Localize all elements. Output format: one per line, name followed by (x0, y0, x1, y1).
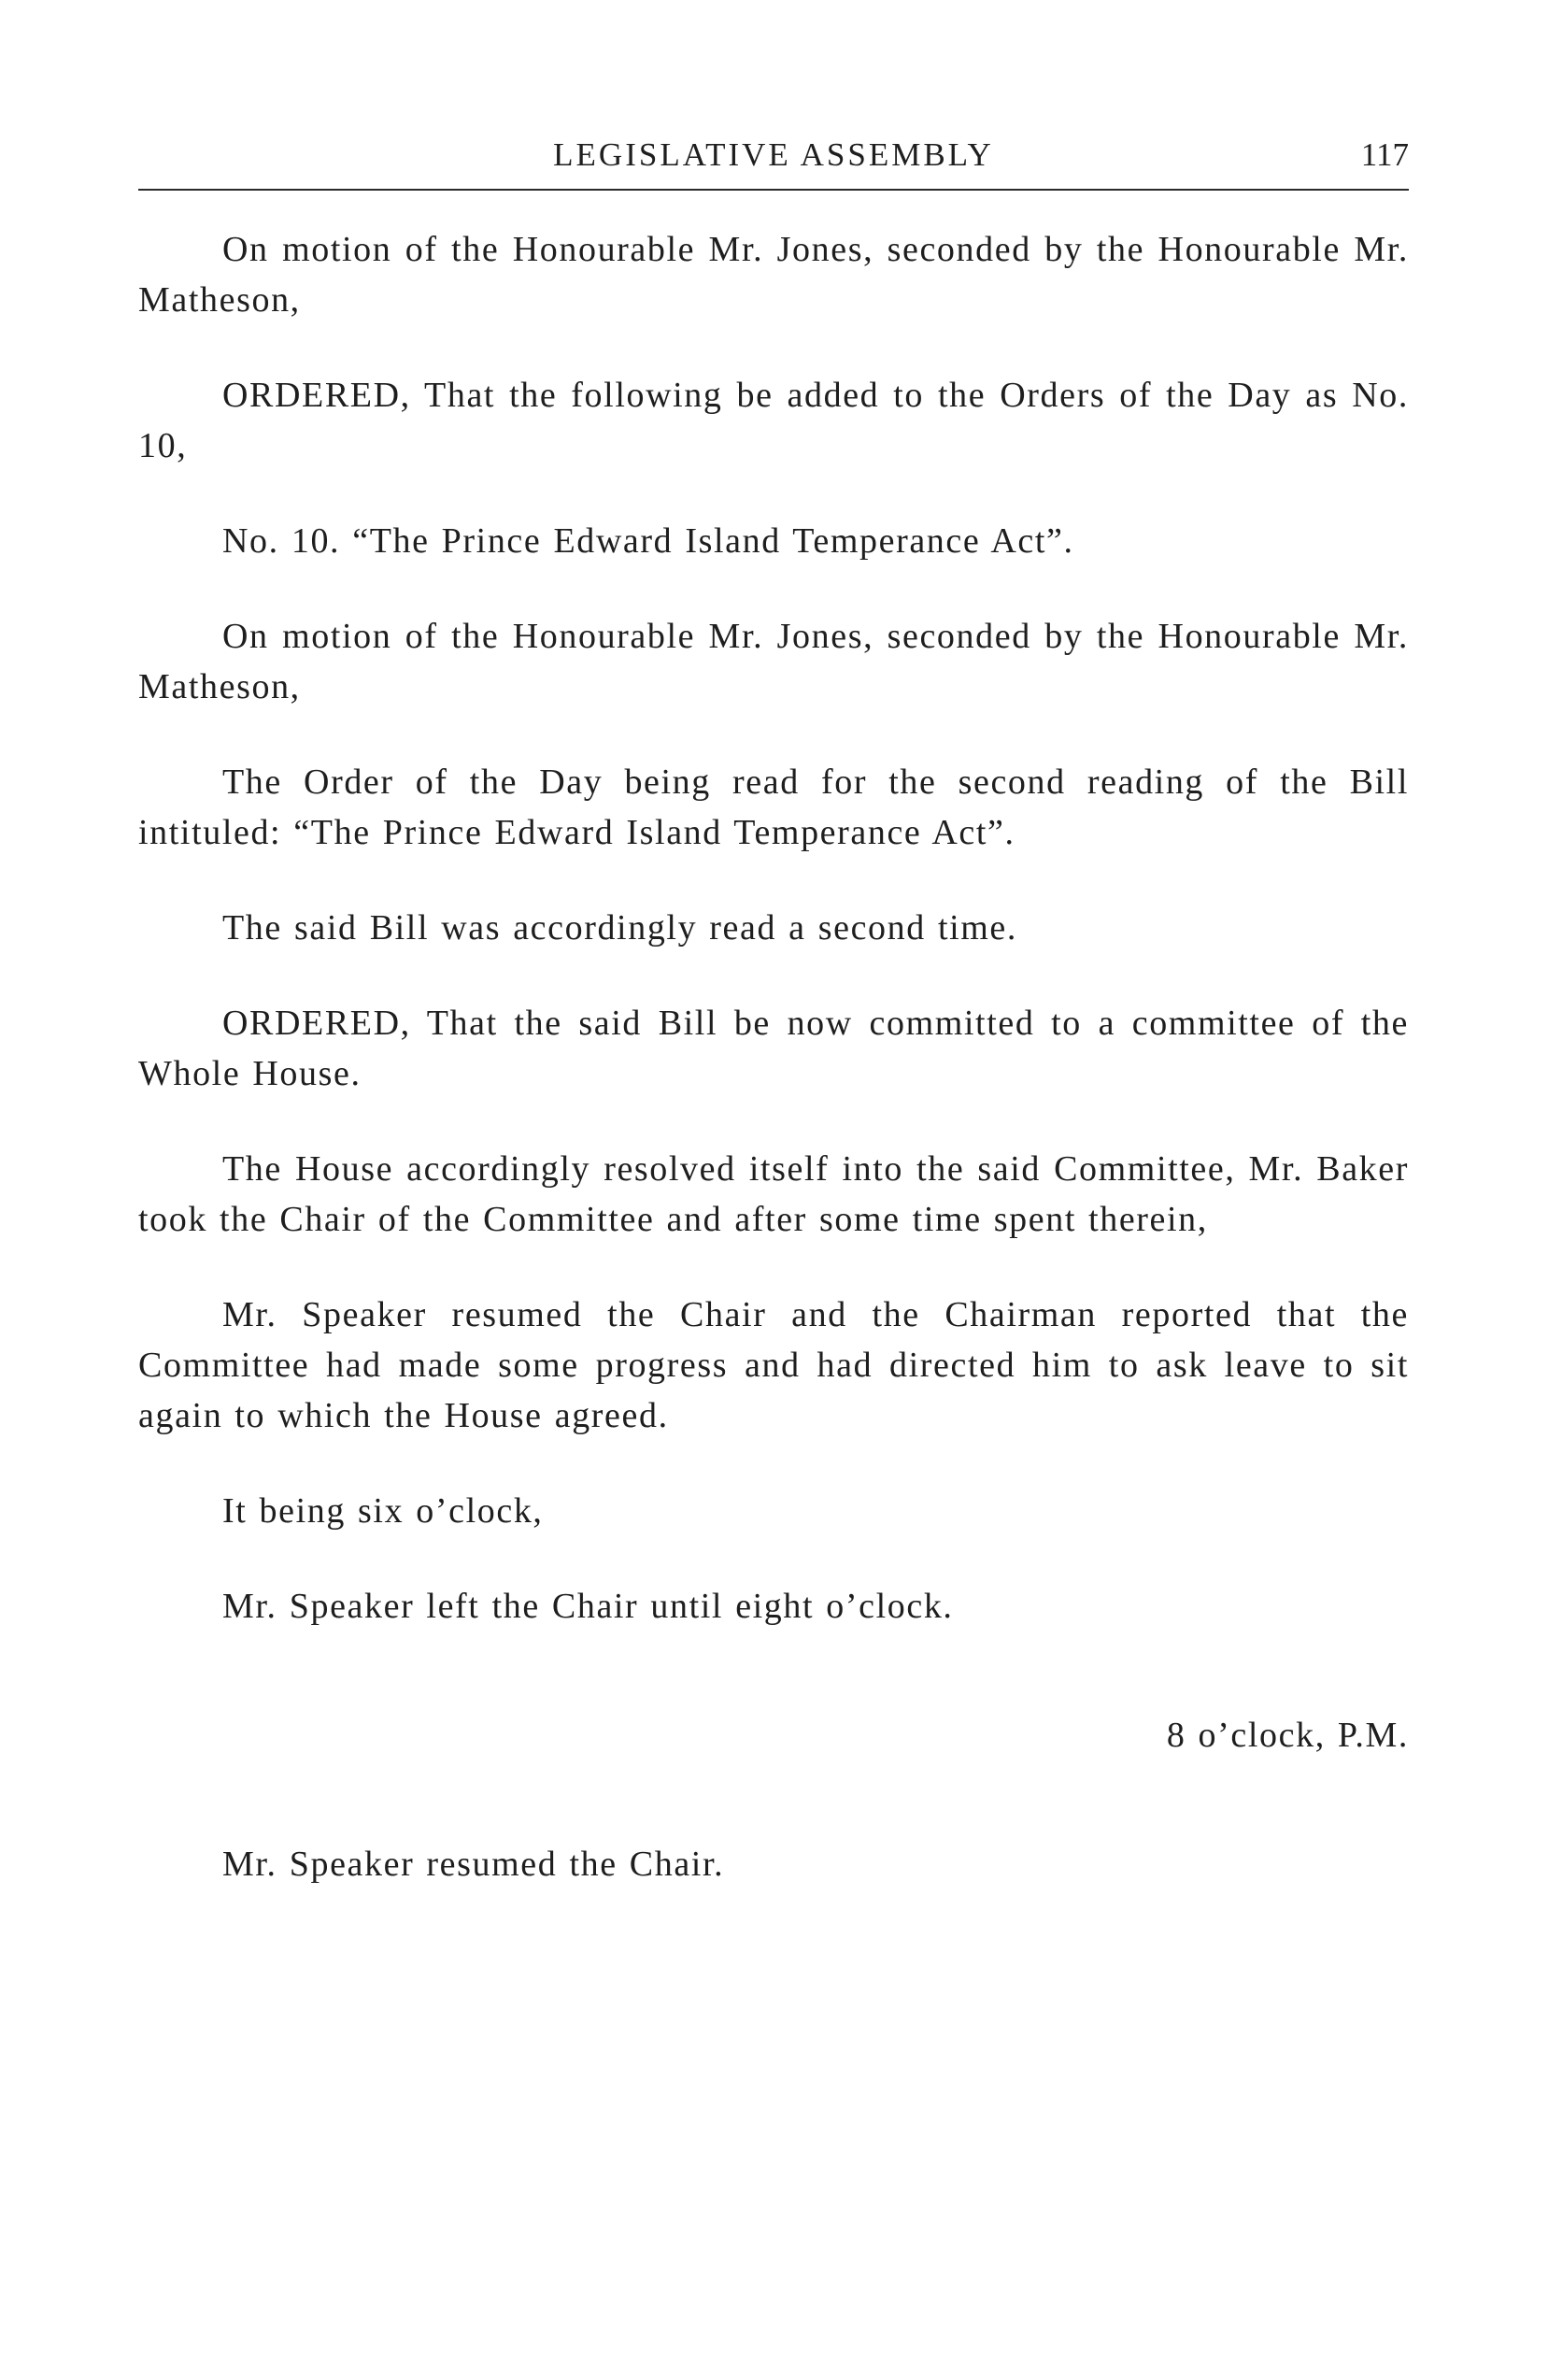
paragraph-speaker-resumed-2: Mr. Speaker resumed the Chair. (222, 1845, 725, 1884)
running-header (138, 131, 1409, 191)
paragraph-second-reading: The said Bill was accordingly read a second time. (222, 908, 1017, 948)
paragraph-speaker-resumed: Mr. Speaker resumed the Chair and the Chairman reported that the Committee had made some progress and had directed him to ask leave to sit again to which the House agreed. (138, 1295, 1409, 1435)
paragraph-committee: The House accordingly resolved itself into the said Committee, Mr. Baker took the Chair of the Committee and after some time spent therein, (138, 1149, 1409, 1239)
document-body (138, 224, 1409, 1889)
header-title: LEGISLATIVE ASSEMBLY (553, 136, 994, 173)
document-page (138, 131, 1409, 1889)
paragraph-six-oclock: It being six o’clock, (222, 1491, 544, 1531)
paragraph-motion-2: On motion of the Honourable Mr. Jones, seconded by the Honourable Mr. Matheson, (138, 617, 1409, 706)
paragraph-speaker-left: Mr. Speaker left the Chair until eight o’clock. (222, 1587, 954, 1626)
time-marker: 8 o’clock, P.M. (1166, 1716, 1409, 1755)
paragraph-ordered-2: ORDERED, That the said Bill be now committed to a committee of the Whole House. (138, 1004, 1409, 1093)
paragraph-bill-no-10: No. 10. “The Prince Edward Island Temperance Act”. (222, 521, 1074, 561)
page-number: 117 (1360, 136, 1409, 173)
paragraph-motion-1: On motion of the Honourable Mr. Jones, seconded by the Honourable Mr. Matheson, (138, 230, 1409, 320)
paragraph-ordered-1: ORDERED, That the following be added to the Orders of the Day as No. 10, (138, 376, 1409, 465)
paragraph-order-of-day: The Order of the Day being read for the second reading of the Bill intituled: “The Prince Edward Island Temperance Act”. (138, 762, 1409, 852)
